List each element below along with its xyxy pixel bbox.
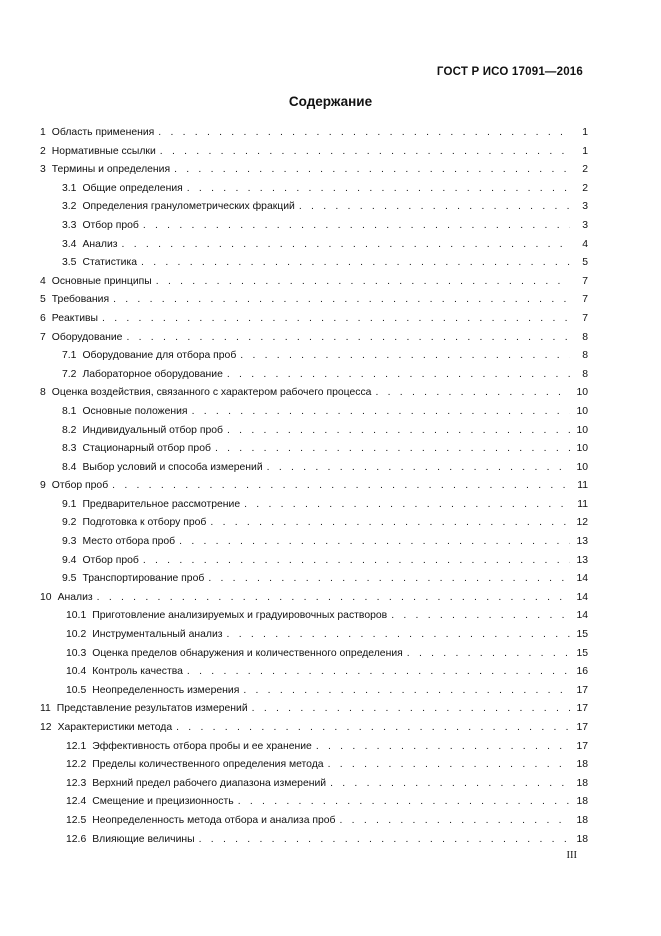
dot-leader — [176, 719, 570, 738]
toc-entry-page: 5 — [582, 257, 588, 269]
toc-entry-number: 12.6 — [66, 833, 87, 845]
dot-leader — [112, 477, 570, 496]
toc-entry-title: Основные положения — [82, 405, 188, 417]
toc-entry-title: Представление результатов измерений — [56, 703, 248, 715]
toc-entry[interactable] — [40, 440, 588, 459]
toc-entry-title: Контроль качества — [92, 666, 183, 678]
toc-entry-number: 3.2 — [62, 201, 77, 213]
toc-entry-number: 9 — [40, 480, 46, 492]
dot-leader — [199, 831, 570, 850]
toc-entry[interactable] — [40, 552, 588, 571]
dot-leader — [156, 273, 570, 292]
toc-entry[interactable] — [40, 366, 588, 385]
toc-entry-title: Оборудование для отбора проб — [82, 350, 237, 362]
toc-entry-number: 10.3 — [66, 647, 87, 659]
dot-leader — [238, 793, 570, 812]
toc-entry-page: 10 — [576, 443, 588, 455]
toc-entry[interactable] — [40, 310, 588, 329]
toc-entry-page: 7 — [582, 312, 588, 324]
dot-leader — [244, 496, 570, 515]
toc-entry-title: Область применения — [51, 127, 155, 138]
toc-entry[interactable] — [40, 570, 588, 589]
toc-entry[interactable] — [40, 254, 588, 273]
toc-entry-page: 18 — [576, 759, 588, 771]
dot-leader — [192, 403, 570, 422]
toc-entry[interactable] — [40, 738, 588, 757]
dot-leader — [252, 700, 570, 719]
toc-entry-number: 8.4 — [62, 461, 77, 473]
toc-entry[interactable] — [40, 236, 588, 255]
toc-entry-number: 3.4 — [62, 238, 77, 250]
toc-entry[interactable] — [40, 273, 588, 292]
toc-entry-number: 7 — [40, 331, 46, 343]
toc-entry-number: 11 — [40, 703, 51, 715]
toc-entry[interactable] — [40, 384, 588, 403]
toc-entry-page: 17 — [576, 684, 588, 696]
dot-leader — [328, 756, 570, 775]
toc-entry-page: 10 — [576, 461, 588, 473]
toc-entry-page: 17 — [576, 740, 588, 752]
toc-entry[interactable] — [40, 291, 588, 310]
toc-entry-page: 14 — [576, 610, 588, 622]
toc-entry[interactable] — [40, 161, 588, 180]
toc-entry-title: Стационарный отбор проб — [82, 443, 211, 455]
toc-entry-page: 3 — [582, 201, 588, 213]
toc-entry-page: 1 — [582, 127, 588, 138]
toc-entry-title: Лабораторное оборудование — [82, 368, 223, 380]
toc-entry-title: Анализ — [82, 238, 118, 250]
dot-leader — [227, 366, 570, 385]
toc-entry-title: Оценка воздействия, связанного с характером рабочего процесса — [51, 387, 372, 399]
dot-leader — [179, 533, 570, 552]
dot-leader — [208, 570, 570, 589]
toc-entry[interactable] — [40, 793, 588, 812]
toc-entry[interactable] — [40, 589, 588, 608]
dot-leader — [102, 310, 570, 329]
toc-entry-number: 9.5 — [62, 573, 77, 585]
dot-leader — [158, 124, 570, 143]
dot-leader — [143, 552, 570, 571]
toc-entry-title: Место отбора проб — [82, 536, 176, 548]
toc-entry-title: Влияющие величины — [92, 833, 195, 845]
toc-entry-title: Требования — [51, 294, 110, 306]
toc-entry-number: 12.1 — [66, 740, 87, 752]
toc-entry-number: 8.2 — [62, 424, 77, 436]
toc-entry-title: Определения гранулометрических фракций — [82, 201, 295, 213]
toc-entry-title: Транспортирование проб — [82, 573, 205, 585]
toc-entry-number: 10.2 — [66, 629, 87, 641]
toc-entry-page: 18 — [576, 833, 588, 845]
toc-entry[interactable] — [40, 700, 588, 719]
toc-entry-number: 8 — [40, 387, 46, 399]
toc-entry-title: Смещение и прецизионность — [92, 796, 234, 808]
toc-entry-page: 2 — [582, 182, 588, 194]
toc-entry-title: Выбор условий и способа измерений — [82, 461, 263, 473]
dot-leader — [122, 236, 570, 255]
toc-entry-title: Оценка пределов обнаружения и количественного определения — [92, 647, 403, 659]
toc-entry-number: 9.2 — [62, 517, 77, 529]
toc-entry[interactable] — [40, 496, 588, 515]
toc-entry-number: 12.2 — [66, 759, 87, 771]
toc-entry[interactable] — [40, 422, 588, 441]
dot-leader — [407, 645, 570, 664]
toc-entry-number: 12.5 — [66, 814, 87, 826]
toc-entry-page: 17 — [576, 722, 588, 733]
toc-entry-page: 17 — [576, 703, 588, 715]
dot-leader — [174, 161, 570, 180]
dot-leader — [143, 217, 570, 236]
toc-entry[interactable] — [40, 347, 588, 366]
toc-entry[interactable] — [40, 682, 588, 701]
toc-entry-title: Характеристики метода — [57, 722, 173, 733]
toc-entry-title: Статистика — [82, 257, 138, 269]
dot-leader — [243, 682, 570, 701]
toc-entry[interactable] — [40, 663, 588, 682]
toc-entry-number: 12 — [40, 722, 52, 733]
toc-entry-number: 10.4 — [66, 666, 87, 678]
toc-entry-title: Общие определения — [82, 182, 183, 194]
toc-entry-page: 15 — [576, 629, 588, 641]
toc-entry-page: 10 — [576, 424, 588, 436]
toc-entry-number: 12.3 — [66, 777, 87, 789]
toc-entry-title: Нормативные ссылки — [51, 145, 156, 157]
toc-entry-number: 7.2 — [62, 368, 77, 380]
toc-entry-title: Предварительное рассмотрение — [82, 498, 241, 510]
toc-entry-number: 12.4 — [66, 796, 87, 808]
toc-entry-page: 2 — [582, 164, 588, 176]
toc-entry-number: 6 — [40, 312, 46, 324]
dot-leader — [160, 143, 570, 162]
toc-entry-page: 18 — [576, 814, 588, 826]
toc-entry-number: 8.1 — [62, 405, 77, 417]
toc-entry-page: 13 — [576, 536, 588, 548]
toc-entry-page: 11 — [577, 480, 588, 492]
toc-entry-title: Верхний предел рабочего диапазона измерений — [92, 777, 327, 789]
toc-entry-title: Отбор проб — [82, 554, 139, 566]
toc-entry[interactable] — [40, 533, 588, 552]
toc-entry-page: 10 — [576, 387, 588, 399]
toc-entry-page: 3 — [582, 219, 588, 231]
toc-entry[interactable] — [40, 459, 588, 478]
toc-entry[interactable] — [40, 124, 588, 143]
toc-entry[interactable] — [40, 719, 588, 738]
toc-entry-page: 8 — [582, 368, 588, 380]
toc-entry-title: Отбор проб — [82, 219, 139, 231]
dot-leader — [267, 459, 570, 478]
toc-entry-page: 8 — [582, 331, 588, 343]
dot-leader — [215, 440, 570, 459]
dot-leader — [227, 626, 570, 645]
toc-entry-number: 9.4 — [62, 554, 77, 566]
toc-entry-title: Эффективность отбора пробы и ее хранение — [92, 740, 312, 752]
toc-entry-page: 12 — [576, 517, 588, 529]
toc-entry-title: Неопределенность измерения — [92, 684, 240, 696]
toc-entry[interactable] — [40, 607, 588, 626]
toc-entry-number: 4 — [40, 275, 46, 287]
toc-entry-page: 13 — [576, 554, 588, 566]
toc-entry-number: 10 — [40, 591, 52, 603]
toc-entry[interactable] — [40, 812, 588, 831]
table-of-contents — [40, 124, 588, 849]
toc-entry[interactable] — [40, 645, 588, 664]
dot-leader — [330, 775, 570, 794]
dot-leader — [316, 738, 570, 757]
toc-entry-title: Неопределенность метода отбора и анализа проб — [92, 814, 336, 826]
toc-entry-page: 10 — [576, 405, 588, 417]
toc-entry-page: 1 — [582, 145, 588, 157]
dot-leader — [391, 607, 570, 626]
toc-entry-page: 18 — [576, 796, 588, 808]
dot-leader — [187, 663, 570, 682]
toc-entry-number: 5 — [40, 294, 46, 306]
toc-entry-page: 16 — [576, 666, 588, 678]
toc-entry-number: 10.5 — [66, 684, 87, 696]
dot-leader — [375, 384, 570, 403]
dot-leader — [299, 198, 570, 217]
toc-entry[interactable] — [40, 217, 588, 236]
dot-leader — [187, 180, 570, 199]
dot-leader — [97, 589, 570, 608]
toc-entry-title: Отбор проб — [51, 480, 109, 492]
toc-entry-page: 14 — [576, 573, 588, 585]
toc-entry-number: 10.1 — [66, 610, 87, 622]
toc-entry-title: Индивидуальный отбор проб — [82, 424, 223, 436]
dot-leader — [141, 254, 570, 273]
toc-entry-title: Приготовление анализируемых и градуировочных растворов — [92, 610, 388, 622]
toc-entry[interactable] — [40, 477, 588, 496]
dot-leader — [340, 812, 571, 831]
toc-entry-number: 9.3 — [62, 536, 77, 548]
toc-entry-number: 3 — [40, 164, 46, 176]
dot-leader — [113, 291, 570, 310]
toc-entry-title: Основные принципы — [51, 275, 152, 287]
dot-leader — [240, 347, 570, 366]
toc-entry[interactable] — [40, 198, 588, 217]
page-number: III — [566, 850, 577, 861]
dot-leader — [126, 329, 570, 348]
toc-entry-page: 18 — [576, 777, 588, 789]
toc-entry-page: 11 — [577, 498, 588, 510]
toc-entry-number: 1 — [40, 127, 46, 138]
toc-entry-number: 8.3 — [62, 443, 77, 455]
toc-entry-title: Оборудование — [51, 331, 123, 343]
toc-entry-page: 14 — [576, 591, 588, 603]
toc-entry-number: 3.5 — [62, 257, 77, 269]
toc-entry-title: Подготовка к отбору проб — [82, 517, 207, 529]
toc-title: Содержание — [288, 94, 373, 109]
dot-leader — [227, 422, 570, 441]
toc-entry-page: 15 — [576, 647, 588, 659]
toc-entry[interactable] — [40, 756, 588, 775]
toc-entry-page: 8 — [582, 350, 588, 362]
toc-entry-number: 2 — [40, 145, 46, 157]
toc-entry-title: Инструментальный анализ — [92, 629, 223, 641]
toc-entry-page: 7 — [582, 275, 588, 287]
toc-entry-page: 7 — [582, 294, 588, 306]
toc-entry-title: Пределы количественного определения метода — [92, 759, 324, 771]
toc-entry[interactable] — [40, 831, 588, 850]
toc-entry-number: 3.1 — [62, 182, 77, 194]
toc-entry[interactable] — [40, 775, 588, 794]
toc-entry-number: 9.1 — [62, 498, 77, 510]
toc-entry-number: 3.3 — [62, 219, 77, 231]
toc-entry[interactable] — [40, 180, 588, 199]
toc-entry[interactable] — [40, 329, 588, 348]
standard-code: ГОСТ Р ИСО 17091—2016 — [436, 66, 583, 78]
dot-leader — [210, 514, 570, 533]
toc-entry-page: 4 — [582, 238, 588, 250]
toc-entry-title: Реактивы — [51, 312, 99, 324]
toc-entry-number: 7.1 — [62, 350, 77, 362]
toc-entry-title: Термины и определения — [51, 164, 171, 176]
toc-entry[interactable] — [40, 626, 588, 645]
toc-entry[interactable] — [40, 143, 588, 162]
toc-entry[interactable] — [40, 514, 588, 533]
toc-entry-title: Анализ — [57, 591, 93, 603]
toc-entry[interactable] — [40, 403, 588, 422]
